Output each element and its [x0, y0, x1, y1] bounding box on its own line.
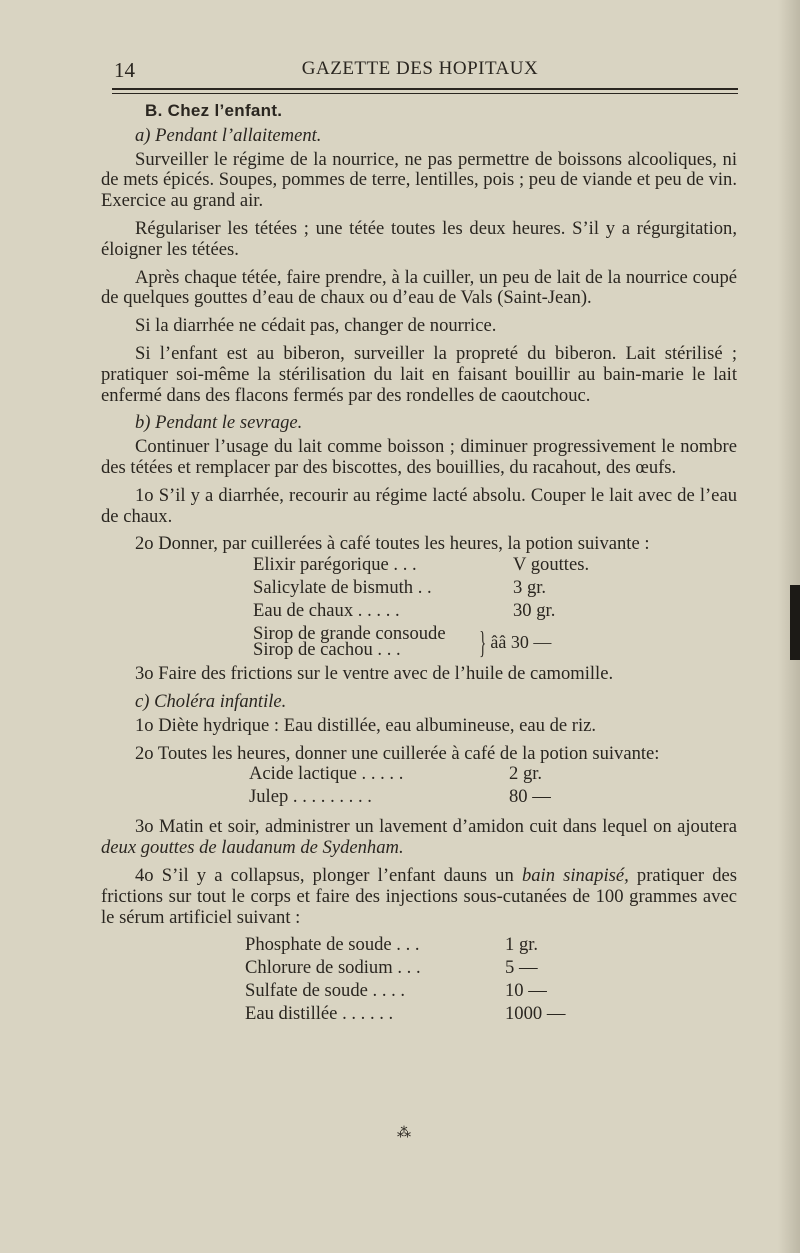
- subsection-c-letter: c): [135, 690, 150, 712]
- paragraph-b3: 2o Donner, par cuillerées à café toutes les heures, la potion suivante :: [135, 533, 650, 555]
- subsection-b-letter: b): [135, 412, 151, 434]
- page-number: 14: [114, 58, 135, 82]
- prescription-row: [245, 935, 675, 958]
- subsection-a-letter: a): [135, 124, 151, 146]
- pair-name-2: Sirop de cachou . . .: [253, 639, 401, 661]
- ingredient-dose: 2 gr.: [509, 763, 543, 785]
- ingredient-dose: 80 —: [509, 786, 551, 808]
- subsection-b-title: Pendant le sevrage.: [155, 412, 303, 434]
- ingredient-name: Phosphate de soude . . .: [245, 934, 420, 956]
- prescription-pair: [253, 623, 673, 661]
- ingredient-dose: 10 —: [505, 980, 547, 1002]
- ingredient-dose: 1 gr.: [505, 934, 539, 956]
- ingredient-name: Acide lactique . . . . .: [249, 763, 404, 785]
- asterism-ornament: ⁂: [397, 1126, 411, 1141]
- paragraph-b1: Continuer l’usage du lait comme boisson ; diminuer progressivement le nombre des tétées et remplacer par des biscottes, des bouillies, du racahout, des œufs.: [101, 436, 737, 478]
- prescription-row: [245, 958, 675, 981]
- header-rule-thick: [112, 88, 738, 90]
- brace-mark: }: [479, 624, 487, 661]
- ingredient-dose: V gouttes.: [513, 554, 590, 576]
- section-heading: B. Chez l’enfant.: [145, 101, 283, 120]
- prescription-list-2: [249, 764, 669, 810]
- ingredient-name: Salicylate de bismuth . .: [253, 577, 432, 599]
- ingredient-dose: 3 gr.: [513, 577, 547, 599]
- ingredient-name: Eau de chaux . . . . .: [253, 600, 400, 622]
- paragraph-a2: Régulariser les tétées ; une tétée toutes les deux heures. S’il y a régurgitation, éloigner les tétées.: [101, 217, 737, 260]
- prescription-row: [253, 555, 673, 578]
- paragraph-a1: Surveiller le régime de la nourrice, ne pas permettre de boissons alcooliques, ni de mets épicés. Soupes, pommes de terre, lentilles, pois ; peu de viande et peu de vin. Exercice au grand air.: [101, 148, 737, 212]
- subsection-c-title: Choléra infantile.: [154, 690, 287, 712]
- subsection-c-heading: [135, 692, 737, 713]
- ingredient-dose: 5 —: [505, 957, 538, 979]
- running-title: GAZETTE DES HOPITAUX: [301, 58, 539, 79]
- prescription-row: [249, 787, 669, 810]
- prescription-row: [245, 981, 675, 1004]
- prescription-row: [253, 601, 673, 624]
- prescription-row: [245, 1004, 675, 1027]
- paragraph-c4-text: 4o S’il y a collapsus, plonger l’enfant dauns un: [135, 864, 522, 886]
- pair-dose: ââ 30 —: [490, 632, 552, 653]
- ingredient-name: Julep . . . . . . . . .: [249, 786, 372, 808]
- prescription-row: [249, 764, 669, 787]
- prescription-row: [253, 578, 673, 601]
- page-body: [101, 101, 737, 1027]
- paragraph-c4-italic: bain sinapisé,: [521, 864, 629, 886]
- paragraph-a3: Après chaque tétée, faire prendre, à la cuiller, un peu de lait de la nourrice coupé de quelques gouttes d’eau de chaux ou d’eau de Vals (Saint-Jean).: [101, 266, 737, 309]
- subsection-a-title: Pendant l’allaitement.: [155, 124, 322, 146]
- page-header: [100, 56, 740, 86]
- paragraph-b4: 3o Faire des frictions sur le ventre avec de l’huile de camomille.: [135, 663, 614, 685]
- subsection-a-heading: [135, 126, 737, 147]
- paragraph-c3-italic: deux gouttes de laudanum de Sydenham.: [101, 837, 404, 859]
- ingredient-name: Eau distillée . . . . . .: [245, 1003, 394, 1025]
- prescription-list-3: [245, 935, 675, 1027]
- ingredient-dose: 1000 —: [505, 1003, 566, 1025]
- paragraph-c4-end: pratiquer des frictions sur tout le corps et faire des injections sous-cutanées de 100 grammes avec le sérum artificiel suivant :: [101, 864, 737, 928]
- paragraph-c1: 1o Diète hydrique : Eau distillée, eau albumineuse, eau de riz.: [135, 714, 597, 736]
- ingredient-dose: 30 gr.: [513, 600, 556, 622]
- ingredient-name: Sulfate de soude . . . .: [245, 980, 406, 1002]
- pair-names: [253, 623, 473, 661]
- paragraph-a4: Si la diarrhée ne cédait pas, changer de nourrice.: [135, 315, 497, 337]
- ingredient-name: Elixir parégorique . . .: [253, 554, 417, 576]
- subsection-b-heading: [135, 413, 737, 434]
- paragraph-c3-text: 3o Matin et soir, administrer un lavement d’amidon cuit dans lequel on ajoutera: [135, 816, 737, 838]
- pair-name-1: Sirop de grande consoude: [253, 623, 446, 645]
- paragraph-a5: Si l’enfant est au biberon, surveiller la propreté du biberon. Lait stérilisé ; pratiquer soi-même la stérilisation du lait en faisant bouillir au bain-marie le lait enfermé dans des flacons fermés par des rondelles de caoutchouc.: [101, 342, 737, 406]
- paragraph-c4: [101, 866, 737, 928]
- header-rule-thin: [112, 93, 738, 94]
- paragraph-c3: [101, 817, 737, 859]
- prescription-list-1: [253, 554, 673, 661]
- ingredient-name: Chlorure de sodium . . .: [245, 957, 421, 979]
- paragraph-c2: 2o Toutes les heures, donner une cuillerée à café de la potion suivante:: [135, 742, 660, 764]
- paragraph-b2: 1o S’il y a diarrhée, recourir au régime lacté absolu. Couper le lait avec de l’eau de chaux.: [101, 484, 737, 527]
